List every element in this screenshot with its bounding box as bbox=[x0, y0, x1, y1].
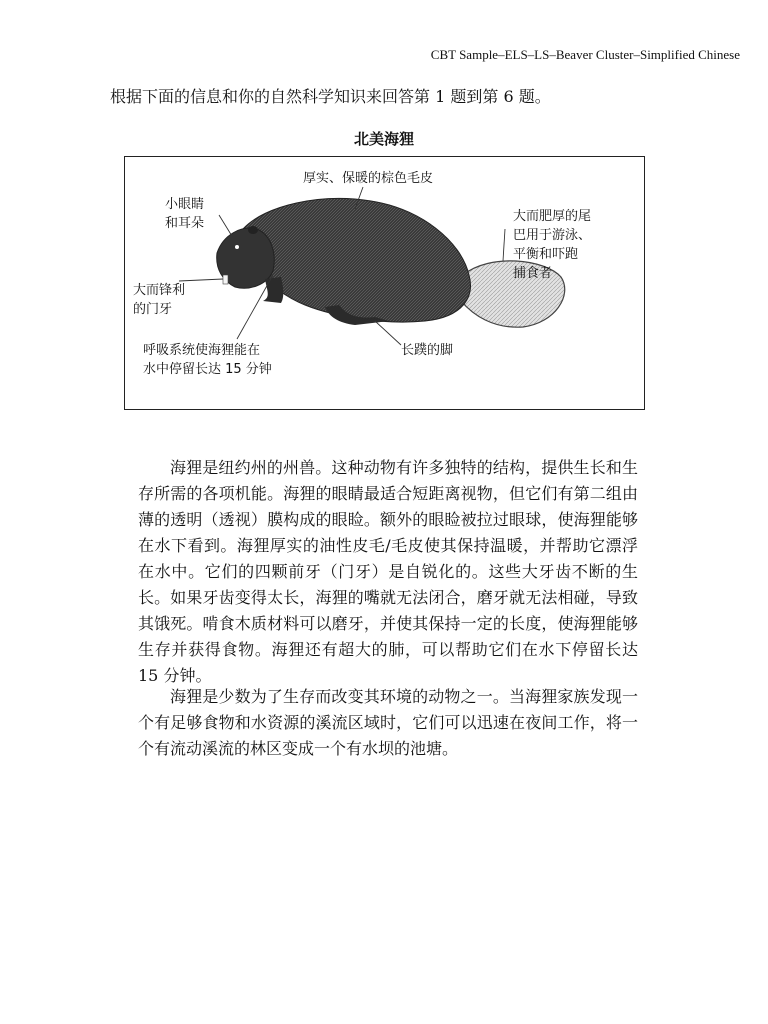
figure-title: 北美海狸 bbox=[353, 130, 414, 148]
beaver-teeth bbox=[223, 275, 228, 284]
beaver-eye bbox=[235, 245, 239, 249]
beaver-ear bbox=[248, 226, 258, 234]
label-eyes-ears: 小眼睛 和耳朵 bbox=[165, 197, 205, 231]
beaver-body bbox=[243, 199, 470, 323]
paragraph-2: 海狸是少数为了生存而改变其环境的动物之一。当海狸家族发现一个有足够食物和水资源的溪流区域时，它们可以迅速在夜间工作，将一个有流动溪流的林区变成一个有水坝的池塘。 bbox=[138, 687, 638, 758]
beaver-figure bbox=[124, 156, 645, 410]
label-fur: 厚实、保暖的棕色毛皮 bbox=[303, 171, 434, 186]
beaver-front-leg bbox=[263, 277, 283, 303]
label-breathing: 呼吸系统使海狸能在 水中停留长达 15 分钟 bbox=[143, 343, 272, 377]
label-feet: 长蹼的脚 bbox=[401, 343, 454, 358]
page-header: CBT Sample–ELS–LS–Beaver Cluster–Simplified Chinese bbox=[430, 47, 740, 62]
label-teeth: 大而锋利 的门牙 bbox=[133, 283, 186, 317]
intro-instruction: 根据下面的信息和你的自然科学知识来回答第 1 题到第 6 题。 bbox=[110, 87, 551, 106]
label-tail: 大而肥厚的尾 巴用于游泳、 平衡和吓跑 捕食者 bbox=[513, 209, 592, 281]
paragraph-1: 海狸是纽约州的州兽。这种动物有许多独特的结构，提供生长和生存所需的各项机能。海狸的眼睛最适合短距离视物，但它们有第二组由薄的透明（透视）膜构成的眼睑。额外的眼睑被拉过眼球，使海狸能够在水下看到。海狸厚实的油性皮毛/毛皮使其保持温暖，并帮助它漂浮在水中。它们的四颗前牙（门牙）是自锐化的。这些大牙齿不断的生长。如果牙齿变得太长，海狸的嘴就无法闭合，磨牙就无法相碰，导致其饿死。啃食木质材料可以磨牙，并使其保持一定的长度，使海狸能够生存并获得食物。海狸还有超大的肺，可以帮助它们在水下停留长达 15 分钟。 bbox=[138, 458, 638, 685]
